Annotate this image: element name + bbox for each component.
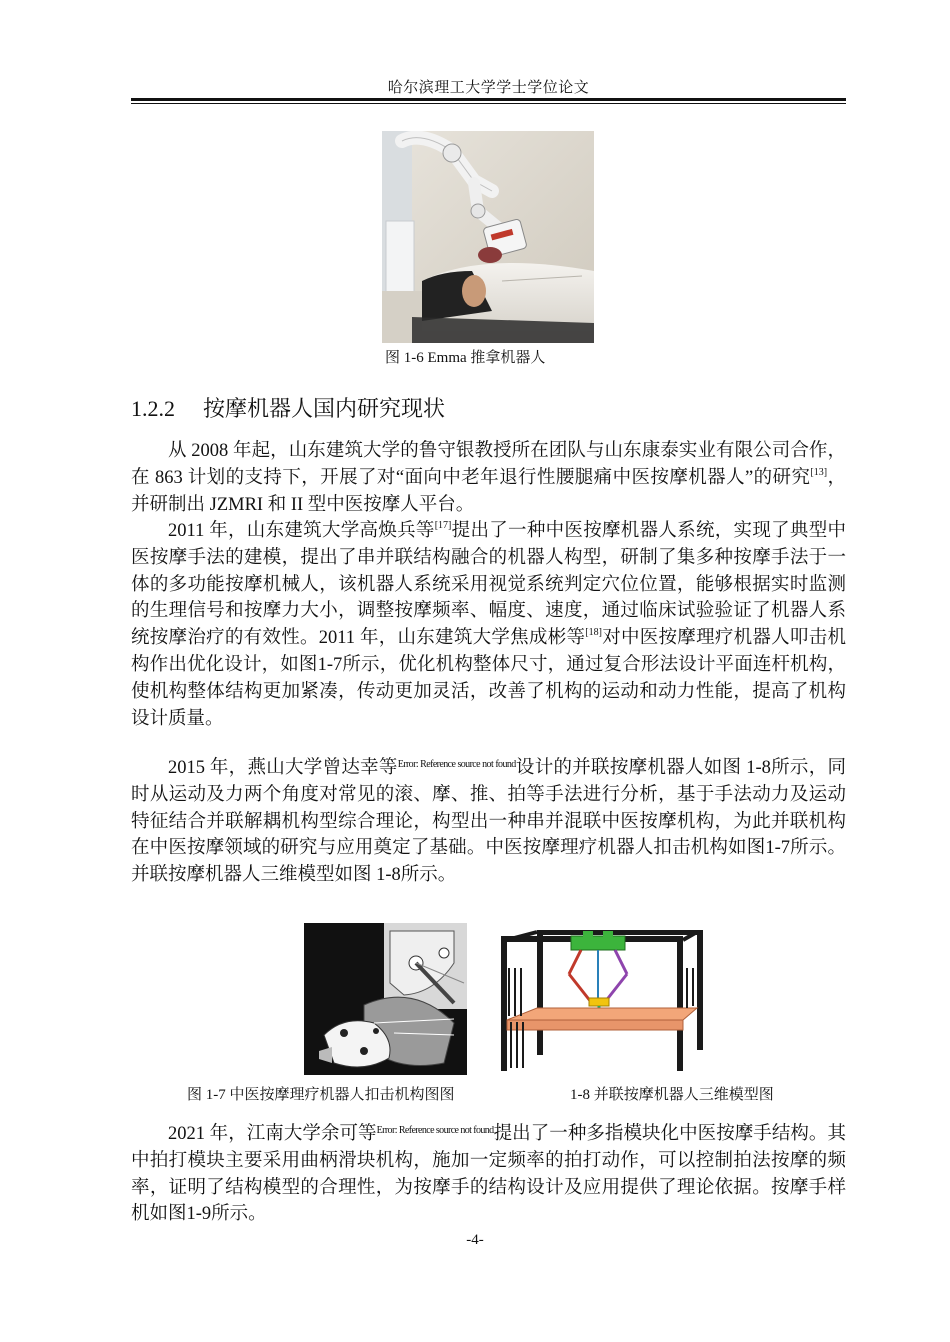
- figure-1-7-caption: 图 1-7 中医按摩理疗机器人扣击机构图图: [187, 1087, 455, 1103]
- page-header: 哈尔滨理工大学学士学位论文: [387, 80, 590, 96]
- figure-1-8-caption: 1-8 并联按摩机器人三维模型图: [570, 1087, 774, 1103]
- emma-robot-photo: [382, 131, 594, 343]
- parallel-robot-3d-model: [497, 928, 708, 1075]
- p3-reference-error: Error: Reference source not found: [397, 759, 516, 770]
- section-heading: [131, 392, 445, 423]
- p2-citation-2: [18]: [585, 627, 602, 639]
- section-number: 1.2.2: [131, 396, 175, 421]
- p4-text-b: 提出了一种多指模块化中医按摩手结构。其中拍打模块主要采用曲柄滑块机构，施加一定频率的拍打动作，可以控制拍法按摩的频率，证明了结构模型的合理性，为按摩手的结构设计及应用提供了理论依据。按摩手样机如图1-9所示。: [131, 1124, 846, 1225]
- paragraph-1: [131, 438, 846, 518]
- header-rule-thick: [131, 98, 846, 101]
- p2-text-c: 对中医按摩理疗机器人叩击机构作出优化设计，如图1-7所示，优化机构整体尺寸，通过复合形法设计平面连杆机构，使机构整体结构更加紧凑，传动更加灵活，改善了机构的运动和动力性能，提高了机构设计质量。: [131, 628, 846, 729]
- p2-citation-1: [17]: [434, 520, 452, 531]
- page-number: -4-: [466, 1232, 484, 1248]
- p4-text-a: 2021 年，江南大学余可等: [168, 1124, 377, 1144]
- p2-text-a: 2011 年，山东建筑大学高焕兵等: [168, 521, 435, 541]
- p2-text-b: 提出了一种中医按摩机器人系统，实现了典型中医按摩手法的建模，提出了串并联结构融合的机器人构型，研制了集多种按摩手法于一体的多功能按摩机械人，该机器人系统采用视觉系统判定穴位位置，能够根据实时监测的生理信号和按摩力大小，调整按摩频率、幅度、速度，通过临床试验验证了机器人系统按摩治疗的有效性。2011 年，山东建筑大学焦成彬等: [131, 521, 846, 649]
- p1-text-b: ，并研制出 JZMRI 和 II 型中医按摩人平台。: [131, 467, 846, 515]
- p1-citation: [13]: [810, 466, 828, 478]
- p3-text-b: 设计的并联按摩机器人如图 1-8所示，同时从运动及力两个角度对常见的滚、摩、推、拍等手法进行分析，基于手法动力及运动特征结合并联解耦机构型综合理论，构型出一种串并混联中医按摩机构，为此并联机构在中医按摩领域的研究与应用奠定了基础。中医按摩理疗机器人扣击机构如图1-7所示。并联按摩机器人三维模型如图 1-8所示。: [131, 758, 846, 886]
- p1-text-a: 从 2008 年起，山东建筑大学的鲁守银教授所在团队与山东康泰实业有限公司合作，在 863 计划的支持下，开展了对“面向中老年退行性腰腿痛中医按摩机器人”的研究: [131, 441, 846, 488]
- paragraph-4: [131, 1118, 846, 1228]
- p3-text-a: 2015 年，燕山大学曾达幸等: [168, 758, 398, 778]
- section-title: 按摩机器人国内研究现状: [203, 396, 446, 421]
- paragraph-2: [131, 518, 846, 732]
- figure-1-6-caption: 图 1-6 Emma 推拿机器人: [385, 350, 546, 366]
- paragraph-3: [131, 752, 846, 889]
- p4-reference-error: Error: Reference source not found: [376, 1125, 494, 1136]
- header-rule-thin: [131, 103, 846, 104]
- knocking-mechanism-figure: [304, 923, 467, 1075]
